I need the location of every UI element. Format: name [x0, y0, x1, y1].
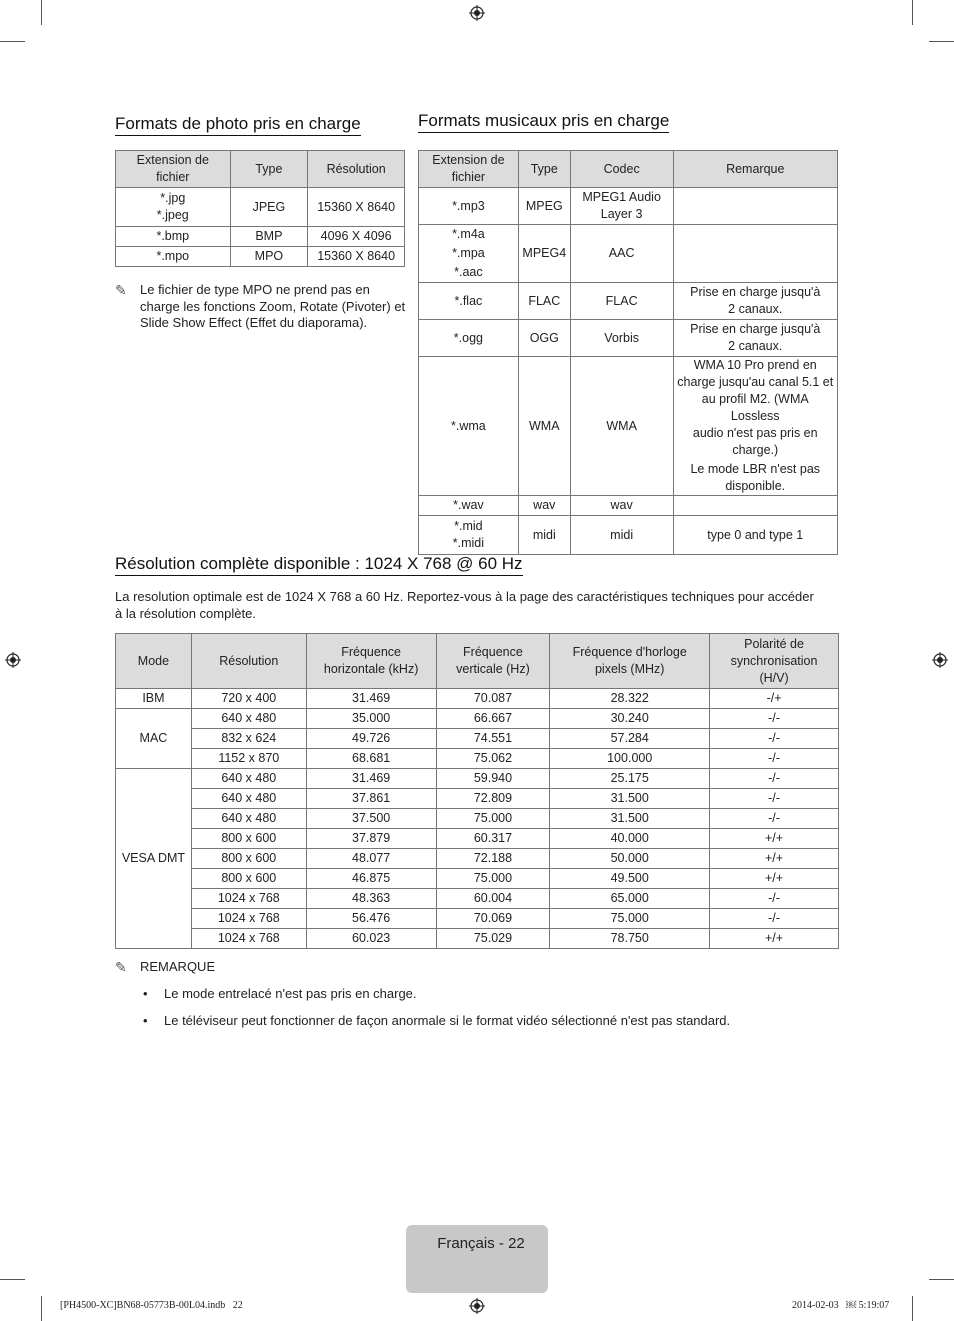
table-cell: 1024 x 768 [191, 889, 306, 909]
table-cell: 75.029 [436, 929, 550, 949]
table-cell: 37.879 [306, 829, 436, 849]
wma-remark-lbr: Le mode LBR n'est pas disponible. [690, 462, 821, 493]
table-cell: 65.000 [550, 889, 710, 909]
wma-remark: WMA 10 Pro prend en charge jusqu'au canal 5.1 et au profil M2. (WMA Lossless audio n'est pas pris en charge.) [677, 358, 834, 457]
table-cell: -/- [710, 769, 839, 789]
table-cell: *.mpo [116, 247, 231, 267]
table-cell: 25.175 [550, 769, 710, 789]
photo-note: Le fichier de type MPO ne prend pas en charge les fonctions Zoom, Rotate (Pivoter) et Slide Show Effect (Effet du diaporama). [140, 282, 406, 330]
table-cell: 40.000 [550, 829, 710, 849]
table-header: Fréquence verticale (Hz) [436, 634, 550, 689]
bullet-text: Le téléviseur peut fonctionner de façon anormale si le format vidéo sélectionné n'est pas standard. [164, 1013, 731, 1028]
table-cell: 30.240 [550, 709, 710, 729]
table-cell: 640 x 480 [191, 769, 306, 789]
table-cell: JPEG [230, 188, 308, 227]
table-header: Fréquence horizontale (kHz) [306, 634, 436, 689]
table-header: Remarque [673, 151, 838, 188]
table-cell: 15360 X 8640 [308, 247, 405, 267]
table-row [116, 709, 839, 729]
table-cell: *.bmp [116, 227, 231, 247]
table-cell: 75.000 [436, 809, 550, 829]
table-cell: OGG [518, 320, 570, 357]
crop-mark [0, 1279, 25, 1280]
table-cell: *.mp3 [419, 188, 519, 225]
music-section-title: Formats musicaux pris en charge [418, 111, 669, 133]
table-cell: 74.551 [436, 729, 550, 749]
table-cell: 1024 x 768 [191, 929, 306, 949]
registration-mark-icon [469, 1298, 485, 1314]
table-header: Extension de fichier [116, 151, 231, 188]
table-cell: 1024 x 768 [191, 909, 306, 929]
table-cell: 75.062 [436, 749, 550, 769]
table-cell: 66.667 [436, 709, 550, 729]
table-cell: 28.322 [550, 689, 710, 709]
table-cell: *.wma [419, 357, 519, 496]
table-cell: 68.681 [306, 749, 436, 769]
table-cell: +/+ [710, 869, 839, 889]
table-cell: *.wav [419, 496, 519, 516]
table-cell: 50.000 [550, 849, 710, 869]
table-row [116, 869, 839, 889]
table-header: Résolution [191, 634, 306, 689]
table-cell: 56.476 [306, 909, 436, 929]
table-cell: 31.500 [550, 809, 710, 829]
table-header: Mode [116, 634, 192, 689]
table-cell: 72.188 [436, 849, 550, 869]
bullet-text: Le mode entrelacé n'est pas pris en charge. [164, 986, 417, 1001]
table-cell: type 0 and type 1 [673, 516, 838, 555]
table-cell: 832 x 624 [191, 729, 306, 749]
table-row [116, 809, 839, 829]
crop-mark [912, 0, 913, 25]
table-cell [673, 496, 838, 516]
table-cell: midi [518, 516, 570, 555]
table-cell: BMP [230, 227, 308, 247]
table-cell: 640 x 480 [191, 789, 306, 809]
table-cell: 46.875 [306, 869, 436, 889]
table-header: Codec [570, 151, 673, 188]
crop-mark [929, 1279, 954, 1280]
table-cell: wav [518, 496, 570, 516]
crop-mark [41, 0, 42, 25]
table-row [116, 909, 839, 929]
table-cell: midi [570, 516, 673, 555]
table-cell: 48.363 [306, 889, 436, 909]
table-row [116, 829, 839, 849]
table-cell: 15360 X 8640 [308, 188, 405, 227]
table-cell: -/+ [710, 689, 839, 709]
registration-mark-icon [469, 5, 485, 21]
table-cell: *.flac [419, 283, 519, 320]
table-cell: 78.750 [550, 929, 710, 949]
table-cell: -/- [710, 809, 839, 829]
bullet-icon: • [143, 1013, 148, 1028]
table-cell: 60.023 [306, 929, 436, 949]
crop-mark [41, 1296, 42, 1321]
table-cell: 640 x 480 [191, 709, 306, 729]
table-row [116, 729, 839, 749]
registration-mark-icon [932, 652, 948, 668]
table-cell: 70.087 [436, 689, 550, 709]
mode-cell: IBM [116, 689, 192, 709]
table-cell: MPO [230, 247, 308, 267]
table-cell: +/+ [710, 929, 839, 949]
timestamp: 2014-02-03 ￼ 5:19:07 [792, 1300, 890, 1311]
crop-mark [929, 41, 954, 42]
table-cell: 57.284 [550, 729, 710, 749]
table-cell: 75.000 [436, 869, 550, 889]
table-header: Fréquence d'horloge pixels (MHz) [550, 634, 710, 689]
table-row [116, 789, 839, 809]
table-cell: -/- [710, 729, 839, 749]
resolution-section-title: Résolution complète disponible : 1024 X 768 @ 60 Hz [115, 554, 523, 576]
table-cell: 35.000 [306, 709, 436, 729]
resolution-table [115, 633, 839, 949]
table-cell: 49.500 [550, 869, 710, 889]
table-header: Résolution [308, 151, 405, 188]
table-cell: FLAC [570, 283, 673, 320]
table-cell: FLAC [518, 283, 570, 320]
table-cell: 31.500 [550, 789, 710, 809]
table-cell: 640 x 480 [191, 809, 306, 829]
table-cell: 800 x 600 [191, 869, 306, 889]
table-cell: *.mid *.midi [419, 516, 519, 555]
table-cell [673, 188, 838, 225]
table-cell: 37.861 [306, 789, 436, 809]
table-cell: +/+ [710, 849, 839, 869]
page-number: Français - 22 [437, 1235, 525, 1252]
table-cell: Prise en charge jusqu'à 2 canaux. [673, 320, 838, 357]
registration-mark-icon [5, 652, 21, 668]
pencil-icon: ✎ [115, 959, 127, 975]
table-cell: 1152 x 870 [191, 749, 306, 769]
table-cell: 720 x 400 [191, 689, 306, 709]
table-cell: 31.469 [306, 689, 436, 709]
table-row [116, 849, 839, 869]
file-info: [PH4500-XC]BN68-05773B-00L04.indb 22 [60, 1300, 243, 1311]
photo-formats-table [115, 150, 405, 267]
table-header: Extension de fichier [419, 151, 519, 188]
table-cell: 70.069 [436, 909, 550, 929]
table-row [116, 889, 839, 909]
table-cell: Prise en charge jusqu'à 2 canaux. [673, 283, 838, 320]
table-cell: WMA [570, 357, 673, 496]
table-cell: 100.000 [550, 749, 710, 769]
crop-mark [0, 41, 25, 42]
table-cell: 60.317 [436, 829, 550, 849]
resolution-table-body [116, 689, 839, 949]
table-cell: 59.940 [436, 769, 550, 789]
table-cell: MPEG1 Audio Layer 3 [570, 188, 673, 225]
table-cell: -/- [710, 889, 839, 909]
table-cell: MPEG [518, 188, 570, 225]
table-cell: wav [570, 496, 673, 516]
table-cell: 48.077 [306, 849, 436, 869]
table-cell: 800 x 600 [191, 829, 306, 849]
table-cell: +/+ [710, 829, 839, 849]
resolution-paragraph: La resolution optimale est de 1024 X 768 a 60 Hz. Reportez-vous à la page des caractéristiques techniques pour accéder à la résolution complète. [115, 589, 814, 621]
table-cell: MPEG4 [518, 225, 570, 283]
table-cell: *.m4a *.mpa *.aac [419, 225, 519, 283]
table-cell: 75.000 [550, 909, 710, 929]
bullet-icon: • [143, 986, 148, 1001]
table-cell: *.jpg *.jpeg [116, 188, 231, 227]
table-row [116, 929, 839, 949]
table-cell: -/- [710, 709, 839, 729]
table-row [116, 749, 839, 769]
table-cell [673, 225, 838, 283]
crop-mark [912, 1296, 913, 1321]
table-cell [673, 357, 838, 496]
mode-cell: VESA DMT [116, 769, 192, 949]
table-cell: AAC [570, 225, 673, 283]
table-cell: 4096 X 4096 [308, 227, 405, 247]
photo-section-title: Formats de photo pris en charge [115, 114, 361, 136]
table-cell: 72.809 [436, 789, 550, 809]
table-header: Type [230, 151, 308, 188]
remark-label: REMARQUE [140, 959, 216, 974]
table-row [116, 689, 839, 709]
table-row [116, 769, 839, 789]
music-formats-table [418, 150, 838, 555]
table-cell: -/- [710, 789, 839, 809]
table-cell: 800 x 600 [191, 849, 306, 869]
table-cell: WMA [518, 357, 570, 496]
table-cell: 60.004 [436, 889, 550, 909]
table-header: Type [518, 151, 570, 188]
table-cell: Vorbis [570, 320, 673, 357]
table-cell: 31.469 [306, 769, 436, 789]
mode-cell: MAC [116, 709, 192, 769]
table-cell: 37.500 [306, 809, 436, 829]
table-cell: -/- [710, 749, 839, 769]
table-cell: *.ogg [419, 320, 519, 357]
table-cell: -/- [710, 909, 839, 929]
table-header: Polarité de synchronisation (H/V) [710, 634, 839, 689]
pencil-icon: ✎ [115, 282, 127, 298]
table-cell: 49.726 [306, 729, 436, 749]
